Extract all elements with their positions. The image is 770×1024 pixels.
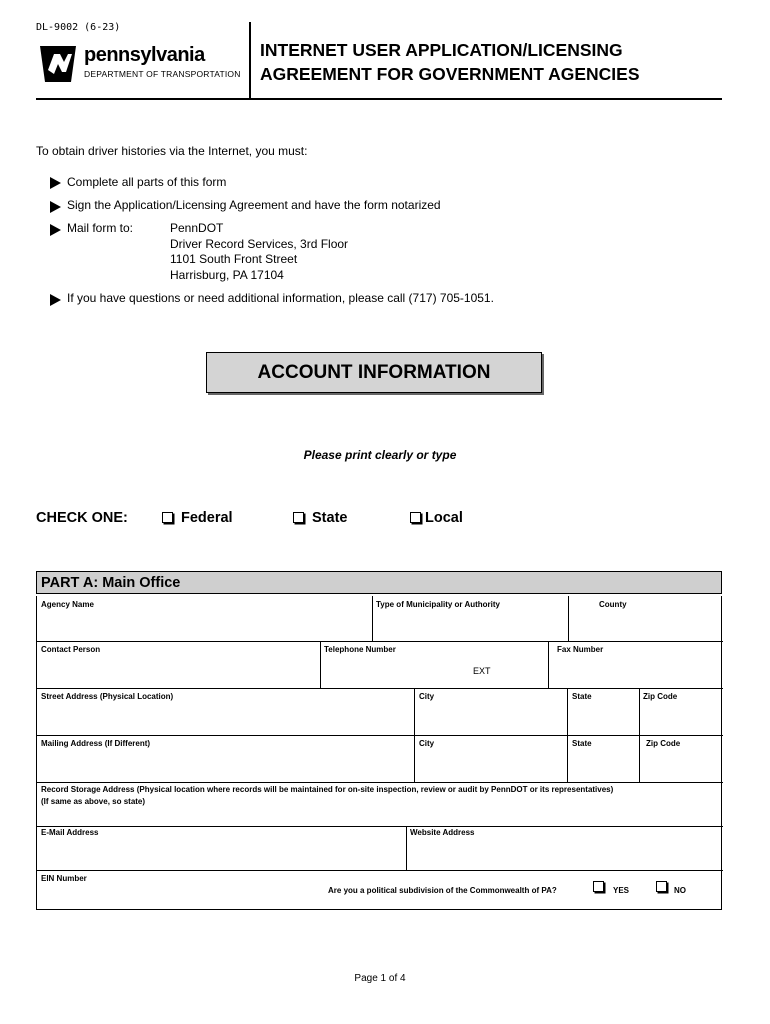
arrow-bullet-icon bbox=[50, 201, 61, 213]
option-federal[interactable] bbox=[162, 510, 233, 526]
col-divider bbox=[406, 826, 407, 870]
check-one-label: CHECK ONE: bbox=[36, 510, 128, 526]
address-line: 1101 South Front Street bbox=[170, 252, 298, 266]
state-field[interactable]: State bbox=[572, 692, 592, 701]
yes-checkbox-icon[interactable] bbox=[593, 881, 604, 892]
ext-label: EXT bbox=[473, 666, 491, 676]
county-field[interactable]: County bbox=[599, 600, 627, 609]
logo-department: DEPARTMENT OF TRANSPORTATION bbox=[84, 69, 241, 79]
option-label: State bbox=[312, 510, 348, 526]
col-divider bbox=[372, 596, 373, 641]
arrow-bullet-icon bbox=[50, 224, 61, 236]
option-local[interactable] bbox=[410, 510, 463, 526]
title-line-1: INTERNET USER APPLICATION/LICENSING bbox=[260, 40, 623, 60]
row-divider bbox=[37, 782, 723, 783]
col-divider bbox=[320, 641, 321, 688]
bullet-1: Complete all parts of this form bbox=[67, 175, 227, 189]
agency-name-field[interactable]: Agency Name bbox=[41, 600, 94, 609]
yes-label: YES bbox=[613, 886, 630, 895]
checkbox-icon[interactable] bbox=[410, 512, 421, 523]
header-divider bbox=[249, 22, 251, 100]
fax-field[interactable]: Fax Number bbox=[557, 645, 604, 654]
part-a-heading: PART A: Main Office bbox=[36, 571, 722, 594]
municipality-type-field[interactable]: Type of Municipality or Authority bbox=[376, 600, 500, 609]
form-number: DL-9002 (6-23) bbox=[36, 22, 121, 33]
row-divider bbox=[37, 826, 723, 827]
mail-address bbox=[170, 221, 348, 283]
col-divider bbox=[639, 688, 640, 735]
bullet-2: Sign the Application/Licensing Agreement and have the form notarized bbox=[67, 198, 441, 212]
col-divider bbox=[548, 641, 549, 688]
row-divider bbox=[37, 688, 723, 689]
col-divider bbox=[414, 688, 415, 735]
website-field[interactable]: Website Address bbox=[410, 828, 475, 837]
ein-field[interactable]: EIN Number bbox=[41, 874, 87, 883]
checkbox-icon[interactable] bbox=[162, 512, 173, 523]
bullet-4: If you have questions or need additional information, please call (717) 705-1051. bbox=[67, 291, 494, 305]
page-number: Page 1 of 4 bbox=[354, 973, 406, 984]
print-note: Please print clearly or type bbox=[303, 448, 457, 462]
telephone-field[interactable]: Telephone Number bbox=[324, 645, 396, 654]
col-divider bbox=[567, 688, 568, 735]
option-label: Local bbox=[425, 510, 463, 526]
header-rule bbox=[36, 98, 722, 100]
col-divider bbox=[568, 596, 569, 641]
keystone-logo-icon bbox=[38, 44, 78, 84]
arrow-bullet-icon bbox=[50, 294, 61, 306]
address-line: PennDOT bbox=[170, 221, 224, 235]
address-line: Harrisburg, PA 17104 bbox=[170, 267, 284, 282]
city-field[interactable]: City bbox=[419, 692, 435, 701]
title-line-2: AGREEMENT FOR GOVERNMENT AGENCIES bbox=[260, 64, 640, 84]
record-storage-note: (If same as above, so state) bbox=[41, 797, 146, 806]
instructions-intro: To obtain driver histories via the Internet, you must: bbox=[36, 144, 308, 158]
arrow-bullet-icon bbox=[50, 177, 61, 189]
mailing-address-field[interactable]: Mailing Address (If Different) bbox=[41, 739, 151, 748]
record-storage-field[interactable]: Record Storage Address (Physical location where records will be maintained for on-site inspection, review or audit by PennDOT or its representatives) bbox=[41, 785, 614, 794]
no-checkbox-icon[interactable] bbox=[656, 881, 667, 892]
col-divider bbox=[567, 735, 568, 782]
part-a-form-grid bbox=[36, 596, 722, 910]
logo-wordmark: pennsylvania bbox=[84, 44, 205, 66]
no-label: NO bbox=[674, 886, 686, 895]
contact-person-field[interactable]: Contact Person bbox=[41, 645, 101, 654]
bullet-3: Mail form to: bbox=[67, 221, 134, 235]
option-state[interactable] bbox=[293, 510, 347, 526]
row-divider bbox=[37, 641, 723, 642]
page-title bbox=[260, 38, 640, 86]
option-label: Federal bbox=[181, 510, 233, 526]
col-divider bbox=[414, 735, 415, 782]
political-subdivision-question: Are you a political subdivision of the Commonwealth of PA? bbox=[328, 886, 557, 895]
address-line: Driver Record Services, 3rd Floor bbox=[170, 236, 349, 251]
col-divider bbox=[639, 735, 640, 782]
city-field[interactable]: City bbox=[419, 739, 435, 748]
zip-field[interactable]: Zip Code bbox=[646, 739, 681, 748]
checkbox-icon[interactable] bbox=[293, 512, 304, 523]
zip-field[interactable]: Zip Code bbox=[643, 692, 678, 701]
instructions-list bbox=[50, 175, 750, 315]
row-divider bbox=[37, 735, 723, 736]
email-field[interactable]: E-Mail Address bbox=[41, 828, 99, 837]
row-divider bbox=[37, 870, 723, 871]
street-address-field[interactable]: Street Address (Physical Location) bbox=[41, 692, 174, 701]
state-field[interactable]: State bbox=[572, 739, 592, 748]
section-heading: ACCOUNT INFORMATION bbox=[206, 352, 542, 393]
